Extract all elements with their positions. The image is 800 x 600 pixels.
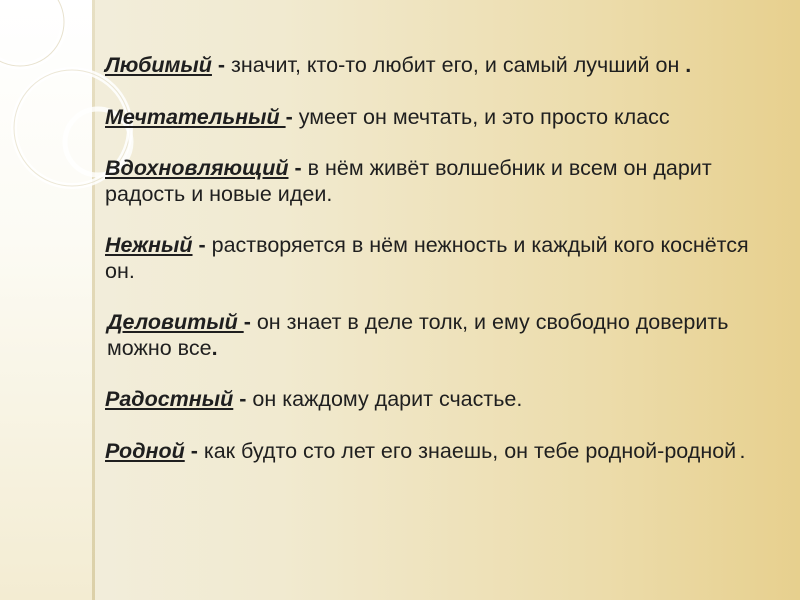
entry-dash: - [285, 104, 299, 129]
entry-dash: - [243, 310, 257, 334]
entry-text: он каждому дарит счастье. [252, 387, 523, 411]
entry-dash: - [233, 387, 253, 411]
top-ring-shadow [0, 0, 64, 66]
entry-text: он знает в деле толк, и ему свободно доверить можно все [107, 310, 729, 360]
entry-dash: - [211, 53, 232, 77]
entry-tail: . [679, 53, 692, 77]
entry-delovityi [105, 310, 765, 361]
entry-term: Любимый [105, 53, 212, 77]
entry-text: растворяется в нём нежность и каждый кого коснётся он. [105, 233, 749, 283]
entry-term: Нежный [105, 233, 193, 257]
entry-text: в нём живёт волшебник и всем он дарит радость и новые идеи. [105, 156, 712, 206]
entry-nezhnyi [105, 233, 765, 284]
entry-tail: . [211, 335, 218, 360]
entry-lyubimyi [105, 53, 765, 79]
entry-text: умеет он мечтать, и это просто класс [298, 104, 670, 129]
entry-dash: - [288, 156, 308, 180]
entry-text: как будто сто лет его знаешь, он тебе родной-родной [203, 438, 737, 463]
top-ring [0, 0, 64, 66]
entry-term: Родной [105, 438, 185, 463]
entry-term: Мечтательный [105, 104, 286, 129]
entry-rodnoi [105, 439, 765, 467]
entry-vdokhnovlyayushchii [105, 156, 765, 207]
entry-radostnyi [105, 387, 765, 413]
entry-text: значит, кто-то любит его, и самый лучший он [231, 53, 680, 77]
entry-term: Деловитый [107, 310, 244, 334]
entry-tail: . [736, 444, 745, 462]
definitions-list [105, 53, 765, 492]
entry-term: Радостный [105, 387, 234, 411]
entry-dash: - [184, 438, 204, 463]
entry-dash: - [192, 233, 212, 257]
entry-term: Вдохновляющий [105, 156, 289, 180]
entry-mechtatelnyi [105, 105, 765, 131]
